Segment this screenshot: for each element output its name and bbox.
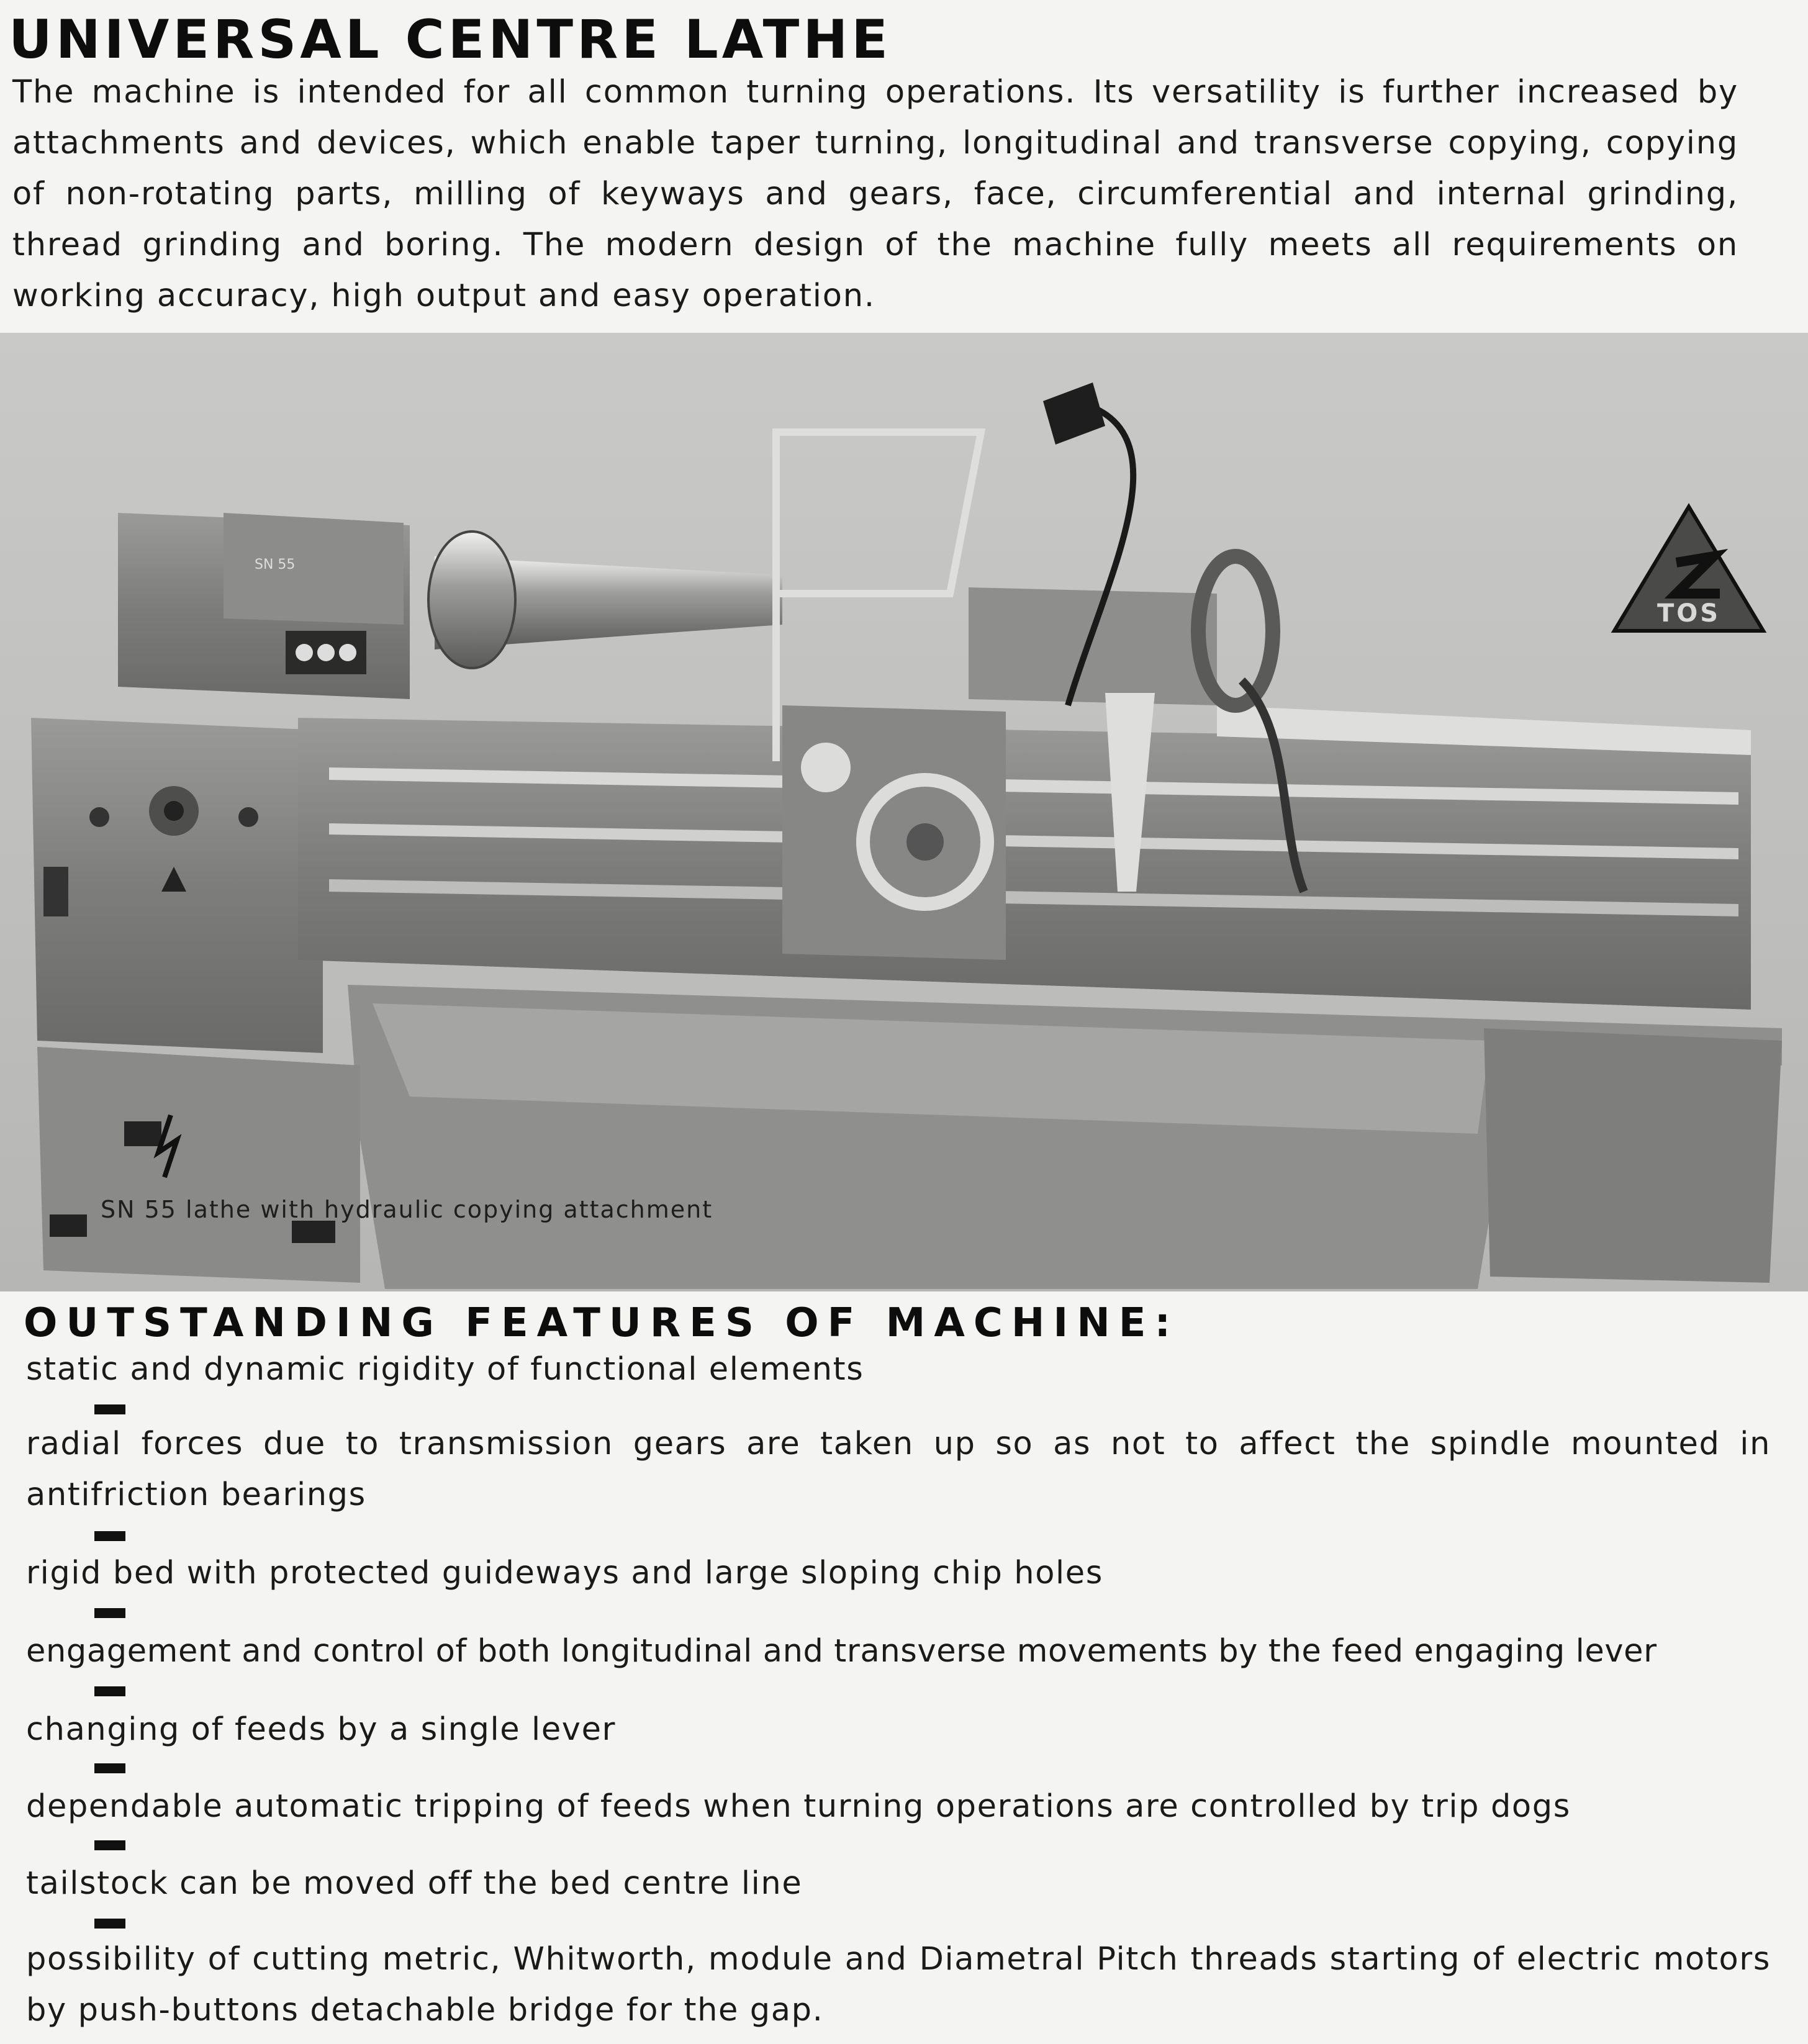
tos-logo-text: TOS bbox=[1657, 599, 1721, 628]
feature-item: changing of feeds by a single lever bbox=[26, 1711, 617, 1748]
lathe-photo bbox=[0, 333, 1808, 1291]
intro-paragraph: The machine is intended for all common turning operations. Its versatility is further increased by attachments and devices, which enable taper turning, longitudinal and transverse copying, copying of non-rotating parts, milling of keyways and gears, face, circumferential and internal grinding, thread grinding and boring. The modern design of the machine fully meets all requirements on working accuracy, high output and easy operation. bbox=[12, 74, 1738, 314]
feature-item: radial forces due to transmission gears are taken up so as not to affect the spindle mounted in antifriction bearings bbox=[26, 1426, 1771, 1513]
lathe-machine-illustration bbox=[0, 333, 1808, 1291]
feature-item: engagement and control of both longitudinal and transverse movements by the feed engaging lever bbox=[26, 1633, 1657, 1670]
headstock-plate: SN 55 bbox=[255, 557, 296, 572]
feature-item: tailstock can be moved off the bed centre line bbox=[26, 1865, 803, 1902]
feature-item: static and dynamic rigidity of functional elements bbox=[26, 1351, 864, 1388]
feature-item: rigid bed with protected guideways and large sloping chip holes bbox=[26, 1555, 1103, 1591]
separator-dash bbox=[94, 1404, 125, 1414]
photo-caption: SN 55 lathe with hydraulic copying attachment bbox=[101, 1196, 713, 1223]
separator-dash bbox=[94, 1686, 125, 1696]
page-title: UNIVERSAL CENTRE LATHE bbox=[9, 9, 892, 71]
separator-dash bbox=[94, 1763, 125, 1773]
features-heading: OUTSTANDING FEATURES OF MACHINE: bbox=[24, 1300, 1180, 1346]
feature-item: dependable automatic tripping of feeds when turning operations are controlled by trip dogs bbox=[26, 1788, 1571, 1825]
separator-dash bbox=[94, 1840, 125, 1850]
separator-dash bbox=[94, 1919, 125, 1929]
separator-dash bbox=[94, 1531, 125, 1541]
separator-dash bbox=[94, 1608, 125, 1618]
feature-item: possibility of cutting metric, Whitworth, module and Diametral Pitch threads starting of electric motors by push-buttons detachable bridge for the gap. bbox=[26, 1941, 1771, 2028]
